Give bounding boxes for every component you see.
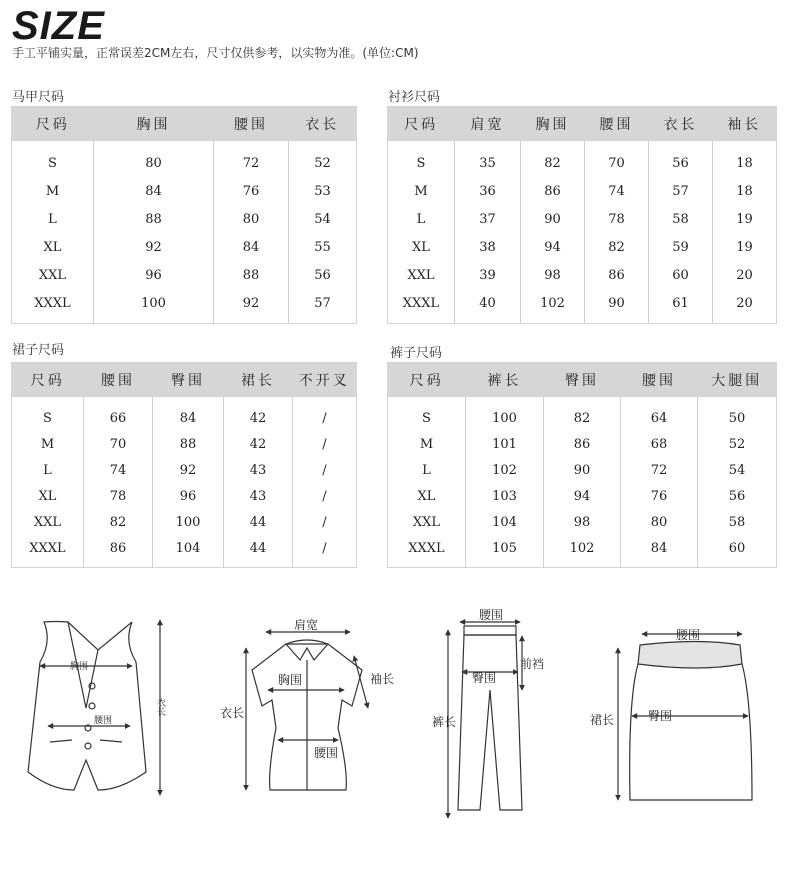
column-header: 胸围 [94,107,214,142]
measurement-cell: 61 [649,289,713,324]
skirt-section-label: 裙子尺码 [12,343,65,358]
shirt-shoulder-label: 肩宽 [294,618,319,632]
measurement-cell: 56 [698,483,777,509]
size-label-cell: S [422,410,431,426]
measurement-cell: 82 [544,397,621,431]
column-header: 尺码 [388,363,466,398]
measurement-cell: 57 [649,177,713,205]
measurement-cell: 18 [713,141,777,177]
measurement-cell: 102 [466,457,544,483]
measurement-cell: 100 [153,509,224,535]
measurement-cell: 42 [224,431,293,457]
shirt-chest-label: 胸围 [278,673,303,687]
pants-rise-label: 前裆 [520,657,545,671]
column-header: 臀围 [153,363,224,398]
pants-length-label: 裤长 [432,715,457,729]
measurement-cell: 56 [649,141,713,177]
measurement-cell: / [293,457,357,483]
size-label-cell: XL [412,239,430,255]
measurement-cell: 66 [84,397,153,431]
vest-button [85,743,91,749]
page-subtitle: 手工平铺实量，正常误差2CM左右，尺寸仅供参考，以实物为准。(单位:CM) [12,46,419,60]
measurement-cell: 19 [713,233,777,261]
measurement-cell: 96 [94,261,214,289]
measurement-cell: 84 [214,233,289,261]
measurement-cell: 80 [214,205,289,233]
measurement-cell: 76 [621,483,698,509]
size-label-cell: XXL [33,514,62,530]
measurement-cell: 100 [94,289,214,324]
measurement-cell: 39 [455,261,521,289]
column-header: 尺码 [12,363,84,398]
shirt-length-label: 衣长 [220,706,245,720]
measurement-cell: 44 [224,535,293,568]
measurement-cell: 57 [289,289,357,324]
size-label-cell: M [40,436,55,452]
vest-length-label: 衣长 [155,698,165,716]
measurement-cell: 101 [466,431,544,457]
shirt-sleeve-label: 袖长 [370,672,395,686]
measurement-cell: 86 [544,431,621,457]
shirt-section-label: 衬衫尺码 [388,90,441,105]
measurement-cell: 40 [455,289,521,324]
shirt-sleeve-arrow [354,656,368,708]
measurement-cell: 104 [466,509,544,535]
measurement-cell: 92 [153,457,224,483]
measurement-cell: 52 [698,431,777,457]
shirt-collar [286,640,328,660]
measurement-cell: 78 [585,205,649,233]
measurement-cell: 78 [84,483,153,509]
measurement-cell: 103 [466,483,544,509]
measurement-cell: 60 [649,261,713,289]
vest-chest-label: 胸围 [70,662,89,672]
measurement-cell: 44 [224,509,293,535]
measurement-cell: / [293,397,357,431]
vest-pocket [50,740,72,742]
size-label-cell: L [422,462,431,478]
column-header: 袖长 [713,107,777,142]
measurement-cell: 60 [698,535,777,568]
measurement-cell: 94 [544,483,621,509]
measurement-cell: 90 [585,289,649,324]
size-label-cell: XXL [412,514,441,530]
measurement-cell: 59 [649,233,713,261]
column-header: 腰围 [214,107,289,142]
skirt-diagram [618,634,752,800]
measurement-cell: 88 [214,261,289,289]
measurement-cell: 100 [466,397,544,431]
measurement-cell: 102 [521,289,585,324]
size-label-cell: XXXL [402,295,440,311]
page-title: SIZE [12,4,105,48]
column-header: 不开叉 [293,363,357,398]
vest-diagram [28,620,160,795]
size-label-cell: S [48,155,57,171]
measurement-cell: 98 [544,509,621,535]
size-label-cell: M [414,183,428,199]
measurement-cell: 98 [521,261,585,289]
measurement-cell: 55 [289,233,357,261]
size-label-cell: XXL [38,267,67,283]
measurement-cell: 82 [585,233,649,261]
size-label-cell: XXL [407,267,435,283]
pants-outline [458,635,522,810]
shirt-diagram [246,632,368,790]
measurement-cell: 58 [698,509,777,535]
measurement-cell: 82 [521,141,585,177]
measurement-cell: 74 [84,457,153,483]
measurement-cell: 70 [84,431,153,457]
vest-button [89,703,95,709]
measurement-cell: 43 [224,483,293,509]
measurement-cell: 84 [621,535,698,568]
measurement-cell: 54 [289,205,357,233]
size-label-cell: XXXL [29,540,66,556]
measurement-cell: 58 [649,205,713,233]
column-header: 裤长 [466,363,544,398]
measurement-cell: 56 [289,261,357,289]
size-label-cell: L [43,462,52,478]
vest-waist-label: 腰围 [94,716,113,726]
size-label-cell: L [416,211,426,227]
measurement-cell: 20 [713,261,777,289]
measurement-cell: 72 [621,457,698,483]
measurement-cell: 80 [94,141,214,177]
measurement-cell: / [293,509,357,535]
size-label-cell: S [43,410,52,426]
column-header: 大腿围 [698,363,777,398]
measurement-cell: / [293,535,357,568]
measurement-cell: 50 [698,397,777,431]
measurement-cell: 92 [214,289,289,324]
pants-diagram [448,622,522,818]
measurement-cell: 19 [713,205,777,233]
measurement-cell: 84 [153,397,224,431]
measurement-cell: 76 [214,177,289,205]
size-label-cell: XXXL [408,540,445,556]
measurement-cell: 86 [521,177,585,205]
measurement-cell: 86 [84,535,153,568]
column-header: 腰围 [84,363,153,398]
skirt-waist-label: 腰围 [676,628,701,642]
measurement-cell: 35 [455,141,521,177]
measurement-cell: 36 [455,177,521,205]
measurement-cell: 88 [153,431,224,457]
measurement-cell: 90 [544,457,621,483]
measurement-cell: 90 [521,205,585,233]
measurement-cell: 74 [585,177,649,205]
skirt-length-label: 裙长 [590,713,615,727]
column-header: 尺码 [388,107,455,142]
measurement-cell: 102 [544,535,621,568]
column-header: 尺码 [12,107,94,142]
size-label-cell: S [416,155,426,171]
shirt-waist-label: 腰围 [314,746,339,760]
vest-button [89,683,95,689]
measurement-cell: 84 [94,177,214,205]
measurement-cell: 54 [698,457,777,483]
measurement-cell: 105 [466,535,544,568]
skirt-waistband [638,642,742,669]
column-header: 腰围 [585,107,649,142]
measurement-cell: 42 [224,397,293,431]
measurement-cell: 38 [455,233,521,261]
measurement-cell: 68 [621,431,698,457]
measurement-cell: / [293,431,357,457]
size-label-cell: M [45,183,60,199]
measurement-cell: 37 [455,205,521,233]
size-label-cell: XXXL [34,295,71,311]
measurement-cell: 72 [214,141,289,177]
column-header: 肩宽 [455,107,521,142]
skirt-hip-label: 臀围 [648,709,673,723]
pants-section-label: 裤子尺码 [390,346,443,361]
size-label-cell: M [419,436,434,452]
size-label-cell: XL [417,488,436,504]
measurement-cell: 53 [289,177,357,205]
column-header: 衣长 [649,107,713,142]
column-header: 腰围 [621,363,698,398]
measurement-cell: 92 [94,233,214,261]
pants-hip-label: 臀围 [472,671,497,685]
measurement-cell: 94 [521,233,585,261]
size-label-cell: L [48,211,57,227]
vest-section-label: 马甲尺码 [12,90,65,105]
pants-waistband [464,626,516,635]
measurement-cell: 64 [621,397,698,431]
measurement-cell: 52 [289,141,357,177]
measurement-cell: / [293,483,357,509]
column-header: 臀围 [544,363,621,398]
pants-waist-label: 腰围 [479,608,504,622]
measurement-cell: 82 [84,509,153,535]
measurement-cell: 20 [713,289,777,324]
measurement-cell: 18 [713,177,777,205]
column-header: 胸围 [521,107,585,142]
size-label-cell: XL [38,488,57,504]
skirt-outline [630,664,752,800]
measurement-cell: 104 [153,535,224,568]
measurement-cell: 96 [153,483,224,509]
vest-pocket [100,740,122,742]
measurement-cell: 86 [585,261,649,289]
measurement-cell: 70 [585,141,649,177]
measurement-cell: 43 [224,457,293,483]
measurement-cell: 80 [621,509,698,535]
column-header: 裙长 [224,363,293,398]
column-header: 衣长 [289,107,357,142]
measurement-cell: 88 [94,205,214,233]
size-label-cell: XL [43,239,62,255]
